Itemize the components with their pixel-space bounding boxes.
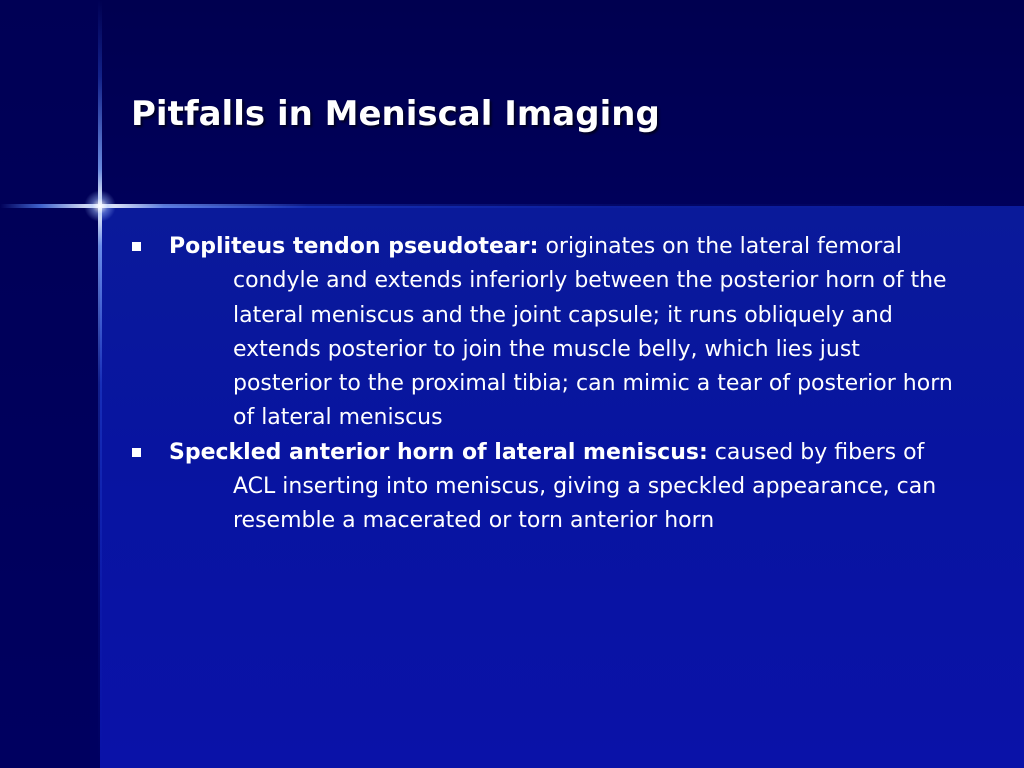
- bullet-text: originates on the lateral femoral condyle and extends inferiorly between the posterior horn of the lateral meniscus and the joint capsule; it runs obliquely and extends posterior to join the muscle belly, which lies just posterior to the proximal tibia; can mimic a tear of posterior horn of lateral meniscus: [233, 234, 953, 431]
- square-bullet-icon: [132, 242, 141, 251]
- bullet-item: [130, 230, 960, 436]
- lens-flare-horizontal: [0, 204, 1024, 208]
- bullet-text: caused by fibers of ACL inserting into meniscus, giving a speckled appearance, can resemble a macerated or torn anterior horn: [233, 439, 937, 534]
- slide-title: Pitfalls in Meniscal Imaging: [131, 94, 660, 134]
- bullet-term: Speckled anterior horn of lateral meniscus:: [169, 439, 708, 465]
- lens-flare-star-icon: [84, 190, 116, 222]
- bullet-term: Popliteus tendon pseudotear:: [169, 234, 539, 259]
- left-band: [0, 0, 100, 768]
- square-bullet-icon: [132, 448, 141, 457]
- lens-flare-vertical: [98, 0, 102, 768]
- bullet-list: [130, 230, 960, 539]
- bullet-item: [130, 436, 960, 539]
